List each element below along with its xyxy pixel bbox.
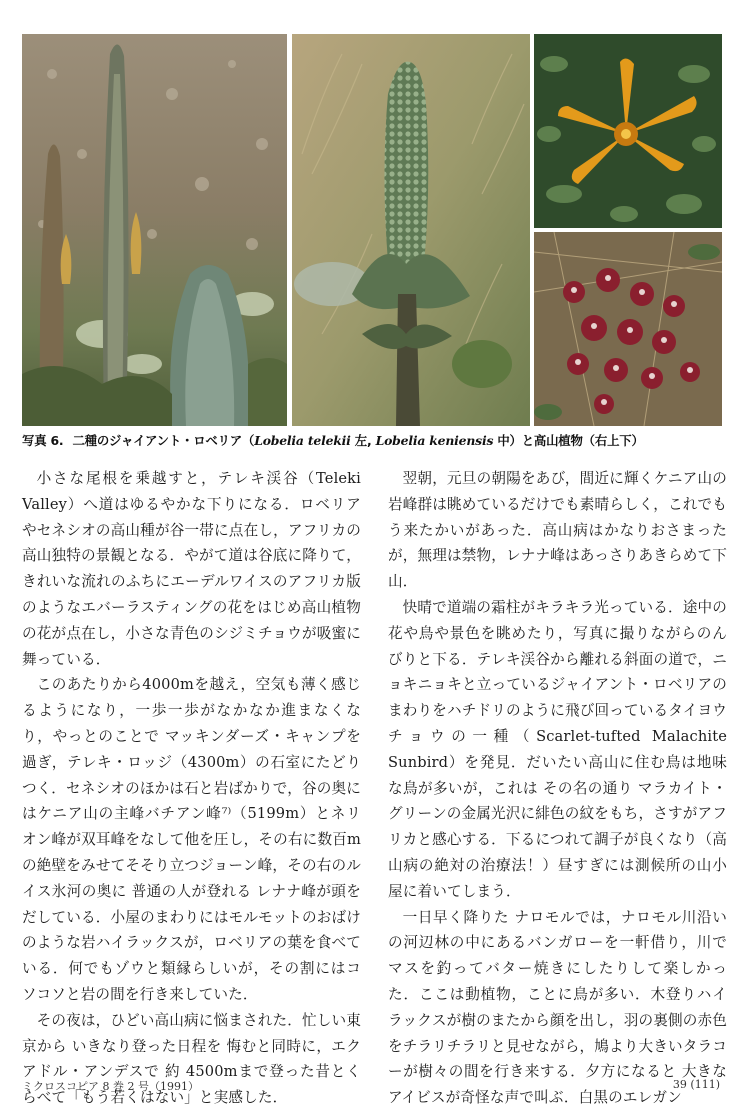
caption-species-2: Lobelia keniensis (375, 433, 494, 448)
figure-caption (22, 431, 728, 449)
caption-text-pre: 二種のジャイアント・ロベリア（ (72, 433, 255, 448)
caption-text-mid2: 中）と高山植物（右上下） (493, 433, 644, 448)
photo-alpine-flower-top (534, 34, 722, 228)
left-column (22, 466, 361, 1111)
paragraph: その夜は，ひどい高山病に悩まされた．忙しい東京から いきなり登った日程を 悔むと同時に，エクアドル・アンデスで 約 4500mまで登った昔とくらべて「もう若くはない」と実感した． (22, 1011, 361, 1107)
right-column (388, 466, 727, 1111)
photo-alpine-flower-bottom (534, 232, 722, 426)
paragraph: 一日早く降りた ナロモルでは，ナロモル川沿いの河辺林の中にあるバンガローを一軒借り，川でマスを釣ってバター焼きにしたりして楽しかった．ここは動植物，ことに鳥が多い．木登りハイラックスが樹のまたから顔を出し，羽の裏側の赤色をチラリチラリと見せながら，鳩より大きいタラコーが樹々の間を行き来する．夕方になると 大きなアイビスが奇怪な声で叫ぶ．白黒のエレガン (388, 908, 727, 1107)
photo-lobelia-telekii (22, 34, 287, 426)
page-number: 39 (111) (672, 1078, 720, 1091)
paragraph: 翌朝，元旦の朝陽をあび，間近に輝くケニア山の岩峰群は眺めているだけでも素晴らしく，これでもう来たかいがあった．高山病はかなりおさまったが，無理は禁物，レナナ峰はあっさりあきらめて下山． (388, 470, 727, 591)
paragraph: 小さな尾根を乗越すと，テレキ渓谷（Teleki Valley）へ道はゆるやかな下りになる．ロベリアやセネシオの高山種が谷一帯に点在し，アフリカの高山独特の景観となる．やがて道は谷底に降りて，きれいな流れのふちにエーデルワイスのアフリカ版のようなエバーラスティングの花をはじめ高山植物の花が点在し，小さな青色のシジミチョウが吸蜜に舞っている． (22, 470, 361, 668)
caption-text-mid1: 左, (350, 433, 372, 448)
journal-citation: ミクロスコピア 8 巻 2 号（1991） (22, 1080, 199, 1093)
caption-species-1: Lobelia telekii (254, 433, 351, 448)
caption-label: 写真 6. (22, 433, 64, 448)
paragraph: 快晴で道端の霜柱がキラキラ光っている．途中の花や鳥や景色を眺めたり，写真に撮りながらのんびりと下る．テレキ渓谷から離れる斜面の道で，ニョキニョキと立っているジャイアント・ロベリアのまわりをハチドリのように飛び回っているタイヨウチョウの一種（Scarlet-tufted Malachite Sunbird）を発見．だいたい高山に住む鳥は地味な鳥が多いが，これは その名の通り マラカイト・グリーンの金属光沢に緋色の紋をもち，さすがアフリカと感心する．下るにつれて調子が良くなり（高山病の絶対の治療法！）昼すぎには測候所の山小屋に着いてしまう． (388, 598, 727, 900)
paragraph: このあたりから4000mを越え，空気も薄く感じるようになり，一歩一歩がなかなか進まなくなり，やっとのことで マッキンダーズ・キャンプを過ぎ，テレキ・ロッジ（4300m）の石室にたどりつく．セネシオのほかは石と岩ばかりで，谷の奥にはケニア山の主峰バチアン峰⁷⁾（5199m）とネリオン峰が双耳峰をなして他を圧し，その右に数百mの絶壁をみせてそそり立つジョーン峰，その右のルイス氷河の奥に 普通の人が登れる レナナ峰が頭をだしている．小屋のまわりにはモルモットのおばけのような岩ハイラックスが，ロベリアの葉を食べている．何でもゾウと類縁らしいが，その割にはコソコソと岩の間を行き来していた． (22, 676, 361, 1003)
photo-lobelia-keniensis (292, 34, 530, 426)
photo-grid (22, 34, 722, 426)
